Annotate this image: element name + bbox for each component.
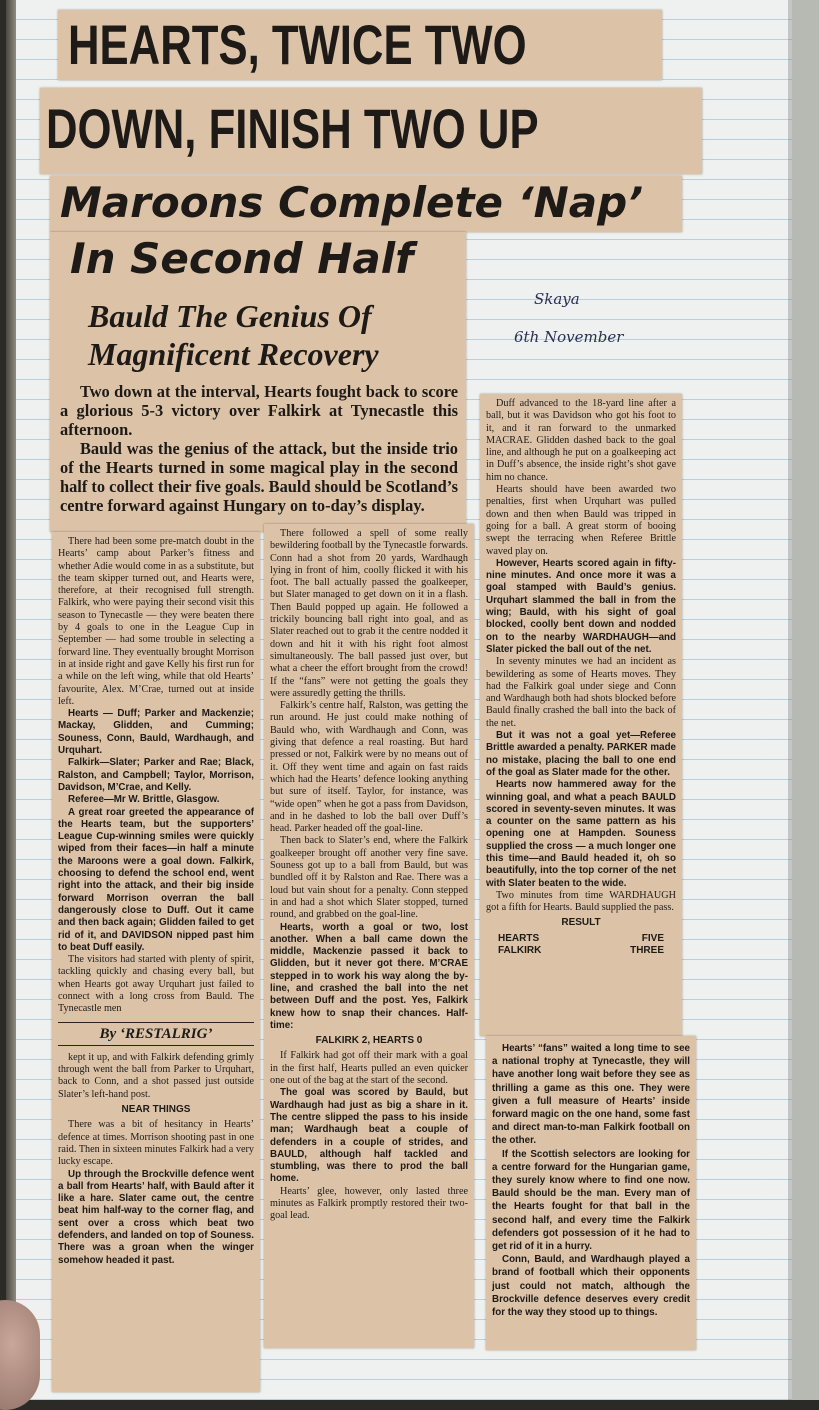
book-spine	[6, 0, 16, 1400]
subheading-half-time: FALKIRK 2, HEARTS 0	[315, 1035, 423, 1047]
col2-paragraph: Falkirk’s centre half, Ralston, was getting the run around. He just could make nothing of Bauld who, with Wardhaugh and Conn, was giving that defence a real roasting. But hard pressed or not, Falkirk were by no means out of it. Off they went time and again on fast raids which had the Hearts’ defence looking anything but sure of itself. Taylor, for instance, was “wide open” when he got a pass from Davidson, and in he dashed to lob the ball over Duff’s head. Parker headed off the goal-line.	[270, 700, 468, 835]
col3-paragraph: But it was not a goal yet—Referee Brittle awarded a penalty. PARKER made no mistake, placing the ball to one end of the goal as Slater made for the other.	[486, 730, 676, 778]
col3-paragraph: Hearts should have been awarded two penalties, first when Urquhart was pulled down and then when Bauld was tripped in going for a ball. A great storm of booing swept the terracing when Referee Brittle waved play on.	[486, 484, 676, 557]
lead-paragraphs	[60, 382, 458, 515]
headline-strip-1	[58, 10, 662, 80]
byline: By ‘RESTALRIG’	[58, 1022, 254, 1046]
result-row	[486, 945, 676, 957]
col1-paragraph: Referee—Mr W. Brittle, Glasgow.	[68, 794, 220, 806]
handwritten-date: 6th November	[514, 328, 624, 346]
result-score: THREE	[630, 945, 664, 957]
headline-line-2: DOWN, FINISH TWO UP	[46, 97, 539, 160]
col3-paragraph: Two minutes from time WARDHAUGH got a fifth for Hearts. Bauld supplied the pass.	[486, 889, 676, 914]
col2-paragraph: Hearts, worth a goal or two, lost another. When a ball came down the middle, Mackenzie passed it back to Glidden, but it never got there. M’CRAE stepped in to work his way along the by-line, and crashed the ball into the net between Duff and the post. Yes, Falkirk knew how to snap their chances. Half-time:	[270, 921, 468, 1031]
col1-paragraph: kept it up, and with Falkirk defending grimly through went the ball from Parker to Urquhart, back to Conn, and a shot passed just outside Slater’s left-hand post.	[58, 1051, 254, 1100]
article-column-2	[264, 524, 474, 1348]
col3-lower-paragraph: Conn, Bauld, and Wardhaugh played a brand of football which their opponents just could not match, although the Brockville defence deserves every credit for the way they stood up to things.	[492, 1254, 690, 1319]
col2-paragraph: Then back to Slater’s end, where the Falkirk goalkeeper brought off another very fine save. Souness got up to a ball from Bauld, but was bundled off it by Ralston and Rae. There was a loud but vain shout for a penalty. Conn stepped in and had a shot which Slater stopped, turned round, and grabbed on the goal-line.	[270, 835, 468, 921]
col2-paragraph: There followed a spell of some really bewildering football by the Tynecastle forwards. Conn had a shot from 20 yards, Wardhaugh lying in front of him, coolly flicked it with his foot. The ball actually passed the goalkeeper, but Slater managed to get down on it in a flash. Then Bauld popped up again. He followed a trickily bouncing ball right into goal, and as Slater reached out to grab it the centre nodded it down and hit it with his right foot almost simultaneously. The ball passed just over, but what a cheer the effort brought from the crowd! If the “fans” were not getting the goals they were assuredly getting the thrills.	[270, 528, 468, 699]
col1-paragraph: A great roar greeted the appearance of the Hearts team, but the supporters’ League Cup-winning smiles were quickly wiped from their faces—in half a minute the Maroons were a goal down. Falkirk, choosing to defend the school end, went right into the attack, and their big inside forward Morrison overran the ball dangerously close to Duff. Out it came and then back again; Glidden failed to get rid of it, and DAVIDSON nipped past him to beat Duff easily.	[58, 806, 254, 953]
headline-strip-2	[40, 88, 702, 174]
subhead-line-2: Magnificent Recovery	[88, 336, 379, 372]
deck-line-2: In Second Half	[70, 234, 414, 283]
thumb	[0, 1300, 40, 1410]
result-team: HEARTS	[498, 932, 540, 944]
col1-paragraph: The visitors had started with plenty of spirit, tackling quickly and chasing every ball, but when Hearts got away Urquhart just failed to connect with a long cross from Bauld. The Tynecastle men	[58, 954, 254, 1015]
lead-paragraph: Two down at the interval, Hearts fought back to score a glorious 5-3 victory over Falkirk at Tynecastle this afternoon.	[60, 382, 458, 439]
col1-paragraph: Hearts — Duff; Parker and Mackenzie; Mackay, Glidden, and Cumming; Souness, Conn, Bauld, Wardhaugh, and Urquhart.	[58, 708, 254, 757]
scrapbook-page	[6, 0, 819, 1400]
result-score: FIVE	[641, 932, 664, 944]
subhead-line-1: Bauld The Genius Of	[88, 298, 372, 334]
col1-paragraph: Falkirk—Slater; Parker and Rae; Black, Ralston, and Campbell; Taylor, Morrison, Davidson, M’Crae, and Kelly.	[58, 757, 254, 793]
col2-paragraph: The goal was scored by Bauld, but Wardhaugh had just as big a share in it. The centre slipped the pass to his inside man; Wardhaugh beat a couple of defenders in a couple of strides, and BAULD, although half tackled and stumbling, was there to prod the ball home.	[270, 1087, 468, 1185]
col1-paragraph: There was a bit of hesitancy in Hearts’ defence at times. Morrison shooting past in one raid. Then in sixteen minutes Falkirk had a very lucky escape.	[58, 1119, 254, 1168]
col3-paragraph: However, Hearts scored again in fifty-nine minutes. And once more it was a goal stamped with Bauld’s genius. Urquhart slammed the ball in from the wing; Bauld, with his sight of goal blocked, coolly bent down and nodded on to the nearby WARDHAUGH—and Slater picked the ball out of the net.	[486, 557, 676, 655]
col3-lower-paragraph: Hearts’ “fans” waited a long time to see a national trophy at Tynecastle, they will have another long wait before they see as thrilling a game as this one. They were given a full measure of Hearts’ inside forward magic on the one hand, some fast and direct man-to-man Falkirk football on the other.	[492, 1043, 690, 1147]
result-heading: RESULT	[561, 917, 601, 929]
result-row	[486, 933, 676, 945]
deck-strip-1	[50, 176, 682, 232]
col3-paragraph: Duff advanced to the 18-yard line after a ball, but it was Davidson who got his foot to it, and it ran forward to the unmarked MACRAE. Glidden dashed back to the goal line, and although he put on a goalkeeping act in Duff’s absence, the inside right’s shot gave him no chance.	[486, 398, 676, 483]
col3-lower-paragraph: If the Scottish selectors are looking for a centre forward for the Hungarian game, they surely know where to find one now. Bauld should be the man. Every man of the Hearts fought for that ball in the second half, and every time the Falkirk defenders got possession of it he had to get rid of it in a hurry.	[492, 1148, 690, 1253]
col1-paragraph: Up through the Brockville defence went a ball from Hearts’ half, with Bauld after it like a hare. Slater came out, the centre beat him half-way to the corner flag, and sent over a cross which beat two defenders, and landed on top of Souness. There was a groan when the winger somehow headed it past.	[58, 1168, 254, 1266]
lead-paragraph: Bauld was the genius of the attack, but the inside trio of the Hearts turned in some magical play in the second half to collect their five goals. Bauld should be Scotland’s centre forward against Hungary on to-day’s display.	[60, 439, 458, 515]
article-left-clip	[50, 232, 466, 532]
handwritten-place: Skaya	[534, 290, 580, 308]
article-column-3	[480, 394, 682, 1036]
col2-paragraph: If Falkirk had got off their mark with a goal in the first half, Hearts pulled an even quicker one out of the bag at the start of the second.	[270, 1050, 468, 1087]
col2-paragraph: Hearts’ glee, however, only lasted three minutes as Falkirk promptly restored their two-goal lead.	[270, 1185, 468, 1222]
col1-paragraph: There had been some pre-match doubt in the Hearts’ camp about Parker’s fitness and whether Adie would come in as a substitute, but the team skipper turned out, and Hearts were, therefore, at their recognised full strength. Falkirk, who were paying their second visit this season to Tynecastle — they were beaten there by 4 goals to one in the League Cup in September — had some trouble in selecting a forward line. They eventually brought Morrison in at inside right and gave Kelly his first run for a while on the left wing, while that old Hearts’ favourite, Alex. M’Crae, turned out at inside left.	[58, 536, 254, 707]
article-column-3-lower	[486, 1036, 696, 1350]
col3-paragraph: Hearts now hammered away for the winning goal, and what a peach BAULD scored in seventy-seven minutes. It was a counter on the same pattern as his opening one at Hampden. Souness supplied the cross — a much longer one this time—and Bauld headed it, oh so beautifully, into the top corner of the net with Slater beaten to the wide.	[486, 779, 676, 889]
article-column-1	[52, 532, 260, 1392]
headline-line-1: HEARTS, TWICE TWO	[68, 13, 527, 76]
result-team: FALKIRK	[498, 945, 542, 957]
col3-paragraph: In seventy minutes we had an incident as bewildering as some of Hearts moves. They had the Falkirk goal under siege and Conn and Wardhaugh both had shots blocked before Bauld finally crashed the ball into the back of the net.	[486, 656, 676, 729]
subheading-near-things: NEAR THINGS	[121, 1104, 191, 1116]
deck-line-1: Maroons Complete ‘Nap’	[60, 178, 644, 227]
